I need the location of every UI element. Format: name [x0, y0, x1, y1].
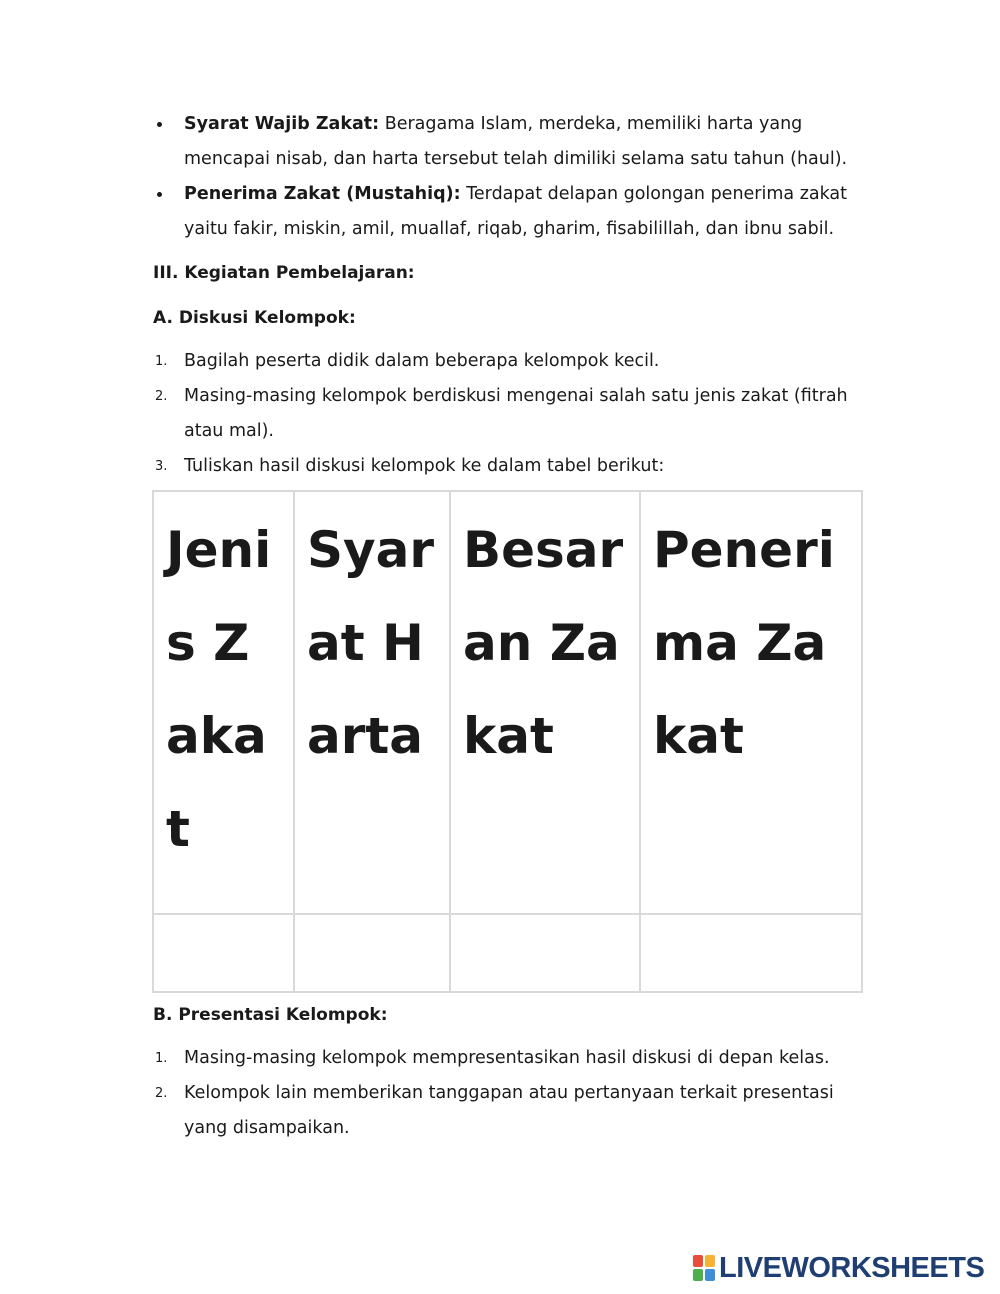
table-header-row [153, 491, 862, 914]
bullet-text: Terdapat delapan golongan penerima zakat yaitu fakir, miskin, amil, muallaf, riqab, gharim, fisabilillah, dan ibnu sabil. [184, 184, 848, 239]
item-number: 1. [155, 354, 168, 369]
logo-square-red [693, 1255, 703, 1267]
bullet-text: Beragama Islam, merdeka, memiliki harta yang mencapai nisab, dan harta tersebut telah dimiliki selama satu tahun (haul). [184, 114, 848, 169]
discussion-steps [152, 344, 852, 484]
presentation-steps [152, 1041, 852, 1146]
zakat-bullet-list [152, 107, 852, 247]
list-item [152, 1041, 852, 1076]
item-text: Masing-masing kelompok mempresentasikan hasil diskusi di depan kelas. [184, 1048, 830, 1068]
logo-square-blue [705, 1269, 715, 1281]
item-text: Bagilah peserta didik dalam beberapa kelompok kecil. [184, 351, 660, 371]
answer-cell-besaran[interactable] [450, 914, 640, 992]
discussion-heading: A. Diskusi Kelompok: [153, 308, 356, 328]
zakat-discussion-table [152, 490, 863, 993]
section-heading: III. Kegiatan Pembelajaran: [153, 263, 415, 283]
answer-cell-penerima[interactable] [640, 914, 862, 992]
bullet-item-penerima [152, 177, 852, 247]
brand-name: LIVEWORKSHEETS [719, 1251, 985, 1284]
logo-square-green [693, 1269, 703, 1281]
item-text: Tuliskan hasil diskusi kelompok ke dalam tabel berikut: [184, 456, 665, 476]
list-item [152, 379, 852, 449]
item-number: 3. [155, 459, 168, 474]
item-number: 2. [155, 1086, 168, 1101]
answer-cell-syarat[interactable] [294, 914, 450, 992]
header-jenis-zakat: Jenis Zakat [153, 491, 294, 914]
liveworksheets-logo[interactable] [693, 1253, 984, 1283]
bullet-label: Penerima Zakat (Mustahiq): [184, 184, 461, 204]
table-row [153, 914, 862, 992]
header-penerima-zakat: Penerima Zakat [640, 491, 862, 914]
item-text: Kelompok lain memberikan tanggapan atau pertanyaan terkait presentasi yang disampaikan. [184, 1083, 834, 1138]
liveworksheets-logo-icon [693, 1255, 715, 1281]
bullet-label: Syarat Wajib Zakat: [184, 114, 380, 134]
list-item [152, 344, 852, 379]
presentation-heading: B. Presentasi Kelompok: [153, 1005, 388, 1025]
header-besaran-zakat: Besaran Zakat [450, 491, 640, 914]
item-number: 2. [155, 389, 168, 404]
logo-square-yellow [705, 1255, 715, 1267]
item-text: Masing-masing kelompok berdiskusi mengenai salah satu jenis zakat (fitrah atau mal). [184, 386, 848, 441]
item-number: 1. [155, 1051, 168, 1066]
answer-cell-jenis[interactable] [153, 914, 294, 992]
list-item [152, 1076, 852, 1146]
list-item [152, 449, 852, 484]
bullet-item-syarat [152, 107, 852, 177]
header-syarat-harta: Syarat Harta [294, 491, 450, 914]
